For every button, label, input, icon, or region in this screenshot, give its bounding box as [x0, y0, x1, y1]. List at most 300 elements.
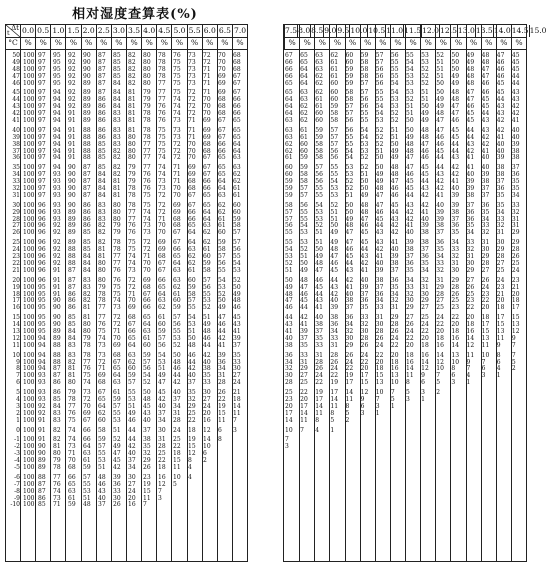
humidity-value: 72 [203, 52, 211, 59]
humidity-value: 56 [173, 321, 181, 329]
humidity-value: 54 [233, 259, 241, 267]
humidity-value: 52 [143, 379, 151, 387]
delta-t-header: 8.0 [298, 26, 311, 35]
humidity-value: 42 [330, 290, 339, 298]
humidity-value: 95 [53, 79, 61, 87]
humidity-value: 79 [128, 178, 136, 186]
humidity-value: 55 [300, 215, 308, 223]
column-rule [202, 25, 203, 561]
humidity-value: 73 [143, 222, 151, 230]
humidity-value: 66 [218, 147, 226, 155]
humidity-value: 59 [330, 103, 339, 111]
humidity-value: 44 [481, 110, 490, 118]
percent-unit: % [345, 37, 360, 49]
humidity-value: 45 [496, 79, 505, 87]
temperature-cell: 30 [12, 201, 20, 209]
humidity-value: 40 [511, 126, 520, 134]
humidity-value: 79 [53, 457, 61, 465]
humidity-value: 84 [98, 191, 106, 199]
humidity-value: 58 [300, 171, 308, 179]
humidity-value: 94 [38, 334, 46, 342]
humidity-value: 22 [481, 297, 490, 305]
humidity-value: 17 [360, 372, 369, 380]
humidity-value: 39 [421, 222, 429, 230]
humidity-value: 72 [188, 110, 196, 118]
humidity-value: 80 [128, 147, 136, 155]
humidity-value: 20 [390, 351, 399, 359]
humidity-value: 51 [300, 253, 308, 261]
humidity-value: 95 [38, 314, 46, 322]
humidity-value: 78 [98, 297, 106, 305]
humidity-value: 81 [53, 443, 61, 451]
percent-unit: % [20, 37, 35, 49]
humidity-value: 100 [23, 147, 35, 155]
humidity-value: 48 [315, 259, 323, 267]
humidity-value: 57 [233, 229, 241, 237]
humidity-value: 60 [315, 117, 323, 125]
humidity-value: 5 [406, 389, 410, 397]
humidity-value: 27 [128, 480, 136, 488]
humidity-value: 55 [406, 52, 414, 59]
humidity-value: 62 [173, 283, 181, 291]
humidity-value: 60 [128, 365, 136, 373]
humidity-value: 97 [38, 79, 46, 87]
humidity-value: 26 [345, 351, 354, 359]
humidity-value: 42 [436, 178, 444, 186]
humidity-value: 19 [330, 379, 339, 387]
humidity-value: 51 [390, 126, 399, 134]
humidity-value: 37 [158, 409, 166, 417]
humidity-value: 16 [390, 365, 399, 373]
humidity-value: 63 [315, 65, 323, 73]
humidity-value: 45 [406, 185, 414, 193]
humidity-value: 53 [113, 416, 121, 424]
humidity-value: 24 [360, 351, 369, 359]
humidity-value: 45 [511, 58, 520, 66]
humidity-value: 56 [285, 222, 293, 230]
humidity-value: 82 [128, 52, 136, 59]
humidity-value: 93 [38, 395, 46, 403]
temperature-cell: 9 [16, 358, 20, 366]
humidity-value: 39 [375, 266, 384, 274]
humidity-value: 90 [53, 321, 61, 329]
humidity-value: 77 [128, 208, 136, 216]
humidity-value: 51 [203, 314, 211, 322]
humidity-value: 52 [330, 201, 339, 209]
humidity-value: 100 [23, 457, 35, 465]
humidity-value: 100 [23, 110, 35, 118]
humidity-value: 47 [481, 72, 490, 80]
humidity-value: 60 [173, 297, 181, 305]
humidity-value: 58 [285, 201, 293, 209]
humidity-value: 37 [375, 283, 384, 291]
humidity-value: 68 [158, 253, 166, 261]
humidity-value: 50 [285, 276, 293, 284]
humidity-value: 65 [98, 395, 106, 403]
humidity-value: 75 [158, 147, 166, 155]
humidity-value: 100 [23, 52, 35, 59]
humidity-value: 68 [113, 351, 121, 359]
humidity-value: 93 [53, 191, 61, 199]
humidity-value: 100 [23, 185, 35, 193]
humidity-value: 81 [128, 89, 136, 97]
humidity-value: 62 [203, 239, 211, 247]
temperature-cell: 33 [12, 178, 20, 186]
delta-t-header: 1.0 [50, 25, 65, 37]
temperature-cell: 18 [12, 290, 20, 298]
humidity-value: 48 [481, 58, 490, 66]
temperature-cell: 46 [12, 79, 20, 87]
humidity-value: 92 [68, 58, 76, 66]
humidity-value: 54 [406, 58, 414, 66]
humidity-value: 54 [345, 147, 354, 155]
humidity-value: 53 [218, 283, 226, 291]
humidity-value: 75 [173, 72, 181, 80]
humidity-value: 18 [188, 426, 196, 434]
humidity-value: 92 [38, 402, 46, 410]
humidity-value: 64 [128, 341, 136, 349]
humidity-value: 49 [375, 178, 384, 186]
humidity-value: 97 [38, 58, 46, 66]
column-rule [187, 25, 188, 561]
humidity-value: 3 [375, 402, 380, 410]
humidity-value: 47 [406, 154, 414, 162]
humidity-value: 33 [511, 201, 520, 209]
humidity-value: 56 [330, 147, 339, 155]
humidity-value: 61 [158, 314, 166, 322]
humidity-value: 14 [285, 416, 293, 424]
humidity-value [496, 404, 511, 411]
humidity-value: 97 [38, 117, 46, 125]
humidity-value: 54 [285, 246, 293, 254]
humidity-value: 31 [496, 229, 505, 237]
humidity-value: 63 [300, 96, 308, 104]
humidity-value: 23 [451, 304, 460, 312]
humidity-value: 87 [68, 266, 76, 274]
humidity-value: 85 [83, 239, 91, 247]
humidity-value: 62 [158, 304, 166, 312]
humidity-value: 51 [330, 208, 339, 216]
humidity-value: 24 [173, 426, 181, 434]
humidity-value: 55 [330, 171, 339, 179]
humidity-value: 24 [330, 365, 339, 373]
humidity-value: 71 [113, 327, 121, 335]
humidity-value: 56 [203, 283, 211, 291]
humidity-value: 100 [23, 58, 35, 66]
humidity-value: 74 [53, 487, 61, 495]
humidity-value: 69 [218, 89, 226, 97]
humidity-value [481, 428, 496, 435]
humidity-value: 69 [173, 208, 181, 216]
humidity-value: 83 [53, 416, 61, 424]
humidity-value: 34 [218, 365, 226, 373]
column-rule [50, 25, 51, 561]
humidity-value: 96 [38, 208, 46, 216]
humidity-value: 49 [390, 147, 399, 155]
humidity-value: 51 [436, 65, 444, 73]
humidity-value: 51 [188, 327, 196, 335]
humidity-value: 73 [158, 178, 166, 186]
humidity-value: 59 [345, 65, 354, 73]
humidity-value: 100 [23, 443, 35, 451]
humidity-value: 27 [436, 297, 444, 305]
humidity-value [496, 380, 511, 387]
humidity-value: 41 [218, 341, 226, 349]
humidity-value [232, 482, 247, 489]
humidity-value: 78 [113, 239, 121, 247]
humidity-value: 29 [300, 365, 308, 373]
humidity-value: 64 [285, 96, 293, 104]
humidity-value: 84 [113, 89, 121, 97]
humidity-value: 92 [53, 259, 61, 267]
humidity-value: 47 [451, 103, 460, 111]
temperature-cell: 32 [12, 185, 20, 193]
humidity-value: 34 [173, 402, 181, 410]
humidity-value: 48 [83, 501, 91, 509]
humidity-value: 48 [330, 246, 339, 254]
humidity-value: 69 [203, 126, 211, 134]
humidity-value: 59 [188, 283, 196, 291]
humidity-value: 54 [315, 201, 323, 209]
humidity-value [496, 428, 511, 435]
humidity-value: 42 [451, 164, 460, 172]
humidity-value: 54 [345, 154, 354, 162]
delta-t-header: 3.5 [126, 25, 141, 37]
humidity-value: 67 [158, 266, 166, 274]
humidity-value: 45 [113, 457, 121, 465]
humidity-value: 32 [345, 327, 354, 335]
humidity-value: 38 [421, 229, 429, 237]
humidity-value: 18 [436, 334, 444, 342]
humidity-value: 8 [315, 416, 320, 424]
humidity-value: 89 [68, 229, 76, 237]
humidity-value: 6 [496, 358, 501, 366]
humidity-value: 73 [188, 58, 196, 66]
humidity-value: 25 [188, 409, 196, 417]
humidity-value: 37 [143, 426, 151, 434]
humidity-value: 9 [360, 395, 365, 403]
humidity-value: 12 [421, 365, 429, 373]
humidity-value: 51 [421, 96, 429, 104]
humidity-value: 79 [113, 229, 121, 237]
humidity-value: 57 [218, 253, 226, 261]
humidity-value: 53 [390, 103, 399, 111]
humidity-value: 41 [360, 266, 369, 274]
humidity-value: 70 [83, 402, 91, 410]
humidity-value: 49 [330, 239, 339, 247]
corner-delta-label: Δt [11, 24, 19, 32]
humidity-value: 100 [23, 501, 35, 509]
humidity-value: 71 [173, 178, 181, 186]
humidity-value: 94 [53, 147, 61, 155]
humidity-value: 33 [113, 487, 121, 495]
humidity-value: 100 [23, 79, 35, 87]
humidity-value [481, 404, 496, 411]
humidity-table-left [5, 24, 248, 562]
humidity-value: 21 [511, 283, 520, 291]
humidity-value: 73 [188, 65, 196, 73]
humidity-value: 70 [173, 191, 181, 199]
humidity-value: 71 [203, 89, 211, 97]
humidity-value: 96 [38, 276, 46, 284]
humidity-value: 73 [113, 304, 121, 312]
humidity-value: 66 [83, 426, 91, 434]
column-rule [171, 25, 172, 561]
percent-unit: % [202, 37, 217, 49]
humidity-value: 73 [128, 266, 136, 274]
humidity-value: 50 [436, 89, 444, 97]
humidity-value: 75 [158, 126, 166, 134]
humidity-value: 46 [451, 117, 460, 125]
temperature-cell: 10 [12, 351, 20, 359]
humidity-value: 14 [233, 402, 241, 410]
temperature-cell: -9 [14, 494, 20, 502]
percent-unit: % [329, 37, 344, 49]
humidity-value: 22 [173, 443, 181, 451]
humidity-value: 45 [158, 389, 166, 397]
humidity-value: 97 [38, 178, 46, 186]
humidity-value: 65 [188, 222, 196, 230]
humidity-value: 22 [375, 351, 384, 359]
humidity-value: 50 [143, 389, 151, 397]
humidity-value: 43 [143, 409, 151, 417]
humidity-value: 84 [98, 185, 106, 193]
humidity-value: 53 [421, 52, 429, 59]
delta-t-header: 11.5 [404, 26, 422, 35]
humidity-value: 15 [481, 327, 490, 335]
humidity-value: 45 [451, 126, 460, 134]
humidity-value [202, 502, 217, 509]
humidity-value: 53 [173, 334, 181, 342]
humidity-value: 96 [38, 259, 46, 267]
humidity-value: 61 [315, 96, 323, 104]
humidity-value: 53 [345, 164, 354, 172]
humidity-value: 100 [23, 178, 35, 186]
humidity-value [511, 411, 526, 418]
humidity-value: 18 [390, 358, 399, 366]
temperature-cell: -2 [14, 443, 20, 451]
humidity-value: 43 [233, 321, 241, 329]
humidity-value: 40 [390, 246, 399, 254]
humidity-value: 58 [315, 140, 323, 148]
humidity-value: 40 [406, 229, 414, 237]
humidity-value: 60 [218, 229, 226, 237]
humidity-value: 74 [128, 253, 136, 261]
delta-t-header: 2.0 [81, 25, 96, 37]
humidity-value: 43 [481, 126, 490, 134]
humidity-value: 32 [466, 246, 475, 254]
humidity-value: 90 [68, 171, 76, 179]
humidity-value: 17 [315, 395, 323, 403]
humidity-value: 54 [390, 89, 399, 97]
temperature-cell: -8 [14, 487, 20, 495]
humidity-value: 59 [113, 395, 121, 403]
humidity-value: 3 [481, 372, 486, 380]
humidity-value: 38 [203, 365, 211, 373]
humidity-value: 76 [143, 178, 151, 186]
humidity-value: 36 [218, 358, 226, 366]
humidity-value: 20 [375, 358, 384, 366]
humidity-value: 97 [38, 65, 46, 73]
humidity-value [511, 397, 526, 404]
temperature-cell: 11 [12, 341, 20, 349]
humidity-value: 62 [315, 79, 323, 87]
humidity-value: 9 [466, 358, 471, 366]
humidity-value: 57 [330, 133, 339, 141]
humidity-value: 40 [375, 259, 384, 267]
humidity-value: 11 [496, 334, 505, 342]
humidity-value: 88 [68, 246, 76, 254]
humidity-value: 100 [23, 365, 35, 373]
humidity-value: 43 [360, 253, 369, 261]
humidity-value: 44 [300, 304, 308, 312]
delta-t-header: 9.0 [324, 26, 337, 35]
humidity-value: 40 [360, 276, 369, 284]
humidity-value: 50 [360, 178, 369, 186]
humidity-value: 31 [300, 358, 308, 366]
humidity-value [405, 418, 420, 425]
humidity-value: 61 [315, 103, 323, 111]
humidity-value: 11 [233, 409, 241, 417]
delta-t-header: 3.0 [111, 25, 126, 37]
humidity-value: 50 [233, 283, 241, 291]
humidity-value: 47 [481, 65, 490, 73]
humidity-value: 51 [436, 72, 444, 80]
humidity-value: 91 [53, 266, 61, 274]
humidity-value: 97 [38, 126, 46, 134]
delta-t-header: 4.5 [156, 25, 171, 37]
humidity-value: 58 [330, 117, 339, 125]
humidity-value: 53 [188, 321, 196, 329]
humidity-value: 92 [38, 409, 46, 417]
humidity-value: 26 [466, 283, 475, 291]
humidity-value: 35 [406, 266, 414, 274]
humidity-value: 51 [83, 494, 91, 502]
humidity-value: 49 [360, 191, 369, 199]
delta-t-header: 12.5 [440, 26, 457, 35]
humidity-value: 74 [158, 164, 166, 172]
humidity-value: 21 [496, 290, 505, 298]
humidity-value: 42 [300, 314, 308, 322]
humidity-value: 37 [451, 215, 460, 223]
humidity-value [375, 444, 390, 451]
humidity-value: 20 [285, 402, 293, 410]
humidity-value: 56 [233, 246, 241, 254]
humidity-value: 89 [68, 222, 76, 230]
humidity-value: 72 [173, 154, 181, 162]
humidity-value: 85 [83, 229, 91, 237]
humidity-value [217, 465, 232, 472]
humidity-value: 50 [451, 58, 460, 66]
delta-t-header: 10.0 [350, 26, 368, 35]
humidity-value: 92 [53, 239, 61, 247]
humidity-value: 36 [330, 321, 339, 329]
humidity-value [405, 404, 420, 411]
humidity-value: 14 [203, 436, 211, 444]
humidity-value: 80 [68, 379, 76, 387]
humidity-value: 64 [218, 185, 226, 193]
humidity-value: 62 [203, 229, 211, 237]
humidity-value: 52 [360, 154, 369, 162]
humidity-value: 28 [158, 443, 166, 451]
column-rule [126, 25, 127, 561]
humidity-value: 56 [360, 103, 369, 111]
humidity-value: 26 [375, 334, 384, 342]
humidity-value: 47 [360, 215, 369, 223]
humidity-value: 69 [203, 117, 211, 125]
humidity-value [511, 418, 526, 425]
humidity-value: 30 [113, 494, 121, 502]
